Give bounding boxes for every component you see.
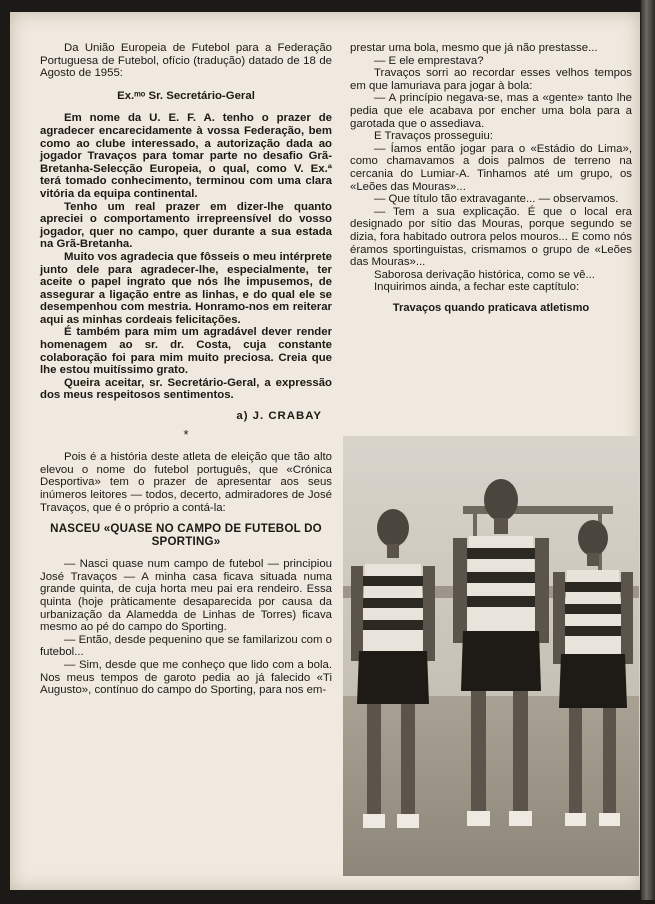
section-separator: * xyxy=(183,426,189,442)
story-paragraph: — Tem a sua explicação. É que o local era designado por sítio das Mouras, porque segundo se dizia, fora habitado outrora pelos mouros... E como nós éramos sportinguistas, crismamos o grupo de «Leões das Mouras»... xyxy=(350,205,632,269)
section-subheading: NASCEU «QUASE NO CAMPO DE FUTEBOL DO SPORTING» xyxy=(50,522,322,549)
letter-paragraph: Muito vos agradecia que fôsseis o meu intérprete junto dele para agradecer-lhe, especialmente, ter aceite o papel ingrato que nós lhe impusemos, de assegurar a ligação entre as linhas, e do qual ele se desempenhou com mestria. Honramo-nos em reiterar aqui as minhas cordeais felicitações. xyxy=(40,250,332,326)
athletes-illustration xyxy=(343,436,639,876)
page-edge-shadow xyxy=(641,0,655,900)
story-paragraph: prestar uma bola, mesmo que já não prestasse... xyxy=(350,42,598,54)
page-number: 23 xyxy=(325,892,338,904)
photo-caption: Travaços quando praticava atletismo xyxy=(392,301,590,314)
story-paragraph: — A princípio negava-se, mas a «gente» tanto lhe pedia que ele acabava por encher uma bola para a garotada que o assediava. xyxy=(350,92,632,130)
story-paragraph: E Travaços prosseguiu: xyxy=(374,130,494,143)
letter-paragraph: É também para mim um agradável dever render homenagem ao sr. dr. Costa, cuja constante colaboração foi para mim muito preciosa. Creia que lhe estou muitíssimo grato. xyxy=(40,326,332,377)
story-paragraph: — Sim, desde que me conheço que lido com a bola. Nos meus tempos de garoto pedia ao já falecido «Ti Augusto», contínuo do campo do Sporting, para nos em- xyxy=(40,658,332,697)
letter-signature: a) J. CRABAY xyxy=(236,410,322,423)
story-paragraph: — Então, desde pequenino que se familarizou com o futebol... xyxy=(40,633,332,659)
letter-intro: Da União Europeia de Futebol para a Federação Portuguesa de Futebol, ofício (tradução) datado de 18 de Agosto de 1955: xyxy=(40,42,332,80)
story-paragraph: — Íamos então jogar para o «Estádio do Lima», como chamavamos a dois palmos de terreno na cercania do Lumiar-A. Tinhamos até um grupo, os «Leões das Mouras»... xyxy=(350,142,632,193)
right-column xyxy=(350,42,632,314)
story-paragraph: Travaços sorri ao recordar esses velhos tempos em que lamuriava para jogar à bola: xyxy=(350,67,632,92)
story-paragraph: Saborosa derivação histórica, como se vê... xyxy=(374,268,595,281)
story-paragraph: — Que título tão extravagante... — observamos. xyxy=(374,193,619,206)
left-column xyxy=(40,42,332,697)
athletes-photo xyxy=(343,436,639,876)
letter-salutation: Ex.ᵐᵒ Sr. Secretário-Geral xyxy=(117,89,255,102)
story-paragraph: Inquirimos ainda, a fechar este captítulo: xyxy=(374,281,580,294)
story-paragraph: — Nasci quase num campo de futebol — principiou José Travaços — A minha casa ficava situada numa grande quinta, de cuja horta meu pai era rendeiro. Essa quinta (hoje pràticamente desaparecida por causa da urbanização da Alamedda de Linhas de Torres) ficava mesmo ao pé do campo do Sporting. xyxy=(40,558,332,634)
magazine-page xyxy=(10,12,640,904)
letter-paragraph: Tenho um real prazer em dizer-lhe quanto apreciei o comportamento irrepreensível do vosso jogador, quer no campo, quer durante a sua estada na Grã-Bretanha. xyxy=(40,200,332,251)
story-paragraph: Pois é a história deste atleta de eleição que tão alto elevou o nome do futebol português, que «Crónica Desportiva» tem o prazer de apresentar aos seus inúmeros leitores — todos, decerto, admiradores de José Travaços, que é o próprio a contá-la: xyxy=(40,451,332,514)
letter-paragraph: Queira aceitar, sr. Secretário-Geral, a expressão dos meus respeitosos sentimentos. xyxy=(40,376,332,402)
letter-paragraph: Em nome da U. E. F. A. tenho o prazer de agradecer encarecidamente à vossa Federação, bem como ao clube interessado, a autorização dada ao jogador Travaços para tomar parte no desafio Grã-Bretanha-Selecção Europeia, o qual, como V. Ex.ª terá tomado conhecimento, terminou com uma clara vitória da equipa continental. xyxy=(40,112,332,200)
story-paragraph: — E ele emprestava? xyxy=(374,54,484,67)
